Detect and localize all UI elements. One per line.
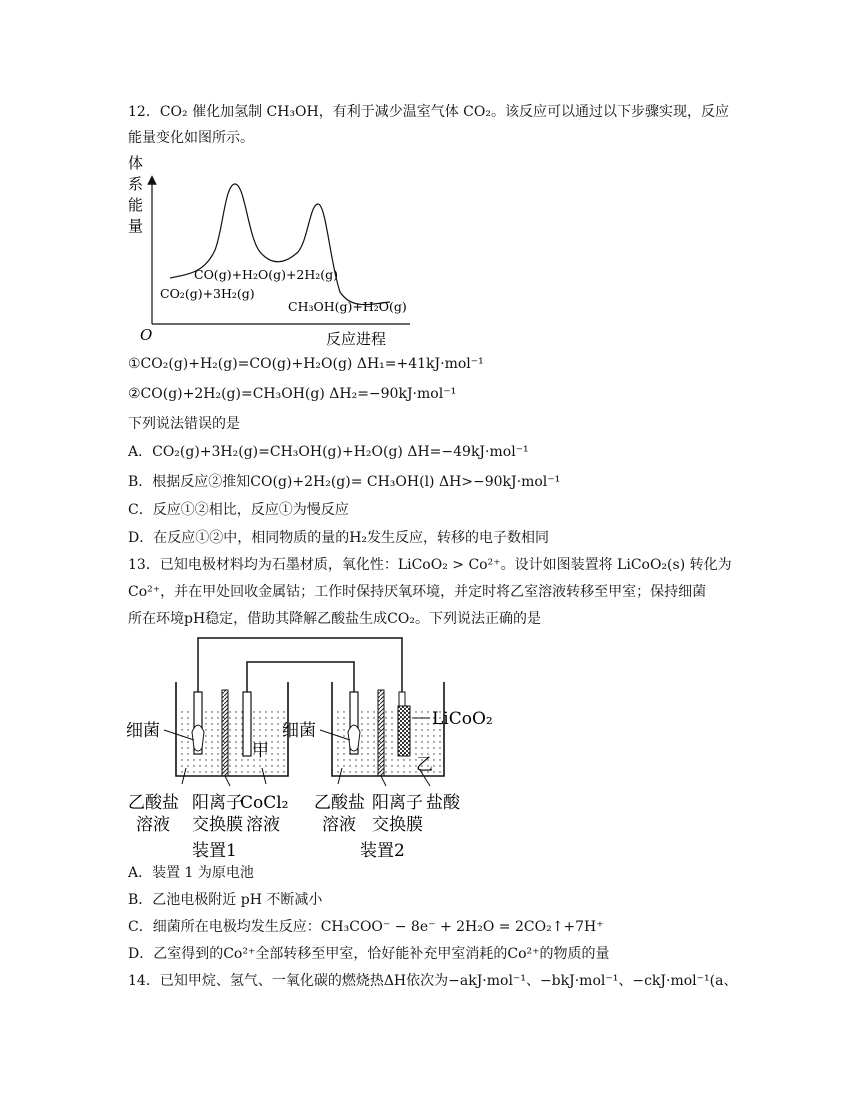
membrane2-label-b: 交换膜 bbox=[372, 815, 423, 835]
yi-label: 乙 bbox=[416, 755, 433, 775]
electrochemical-device bbox=[120, 632, 520, 862]
device1-label: 装置1 bbox=[192, 841, 237, 861]
device2-membrane bbox=[378, 690, 384, 776]
device2-wire-stub bbox=[399, 692, 405, 706]
licoo2-electrode bbox=[398, 706, 410, 756]
device1 bbox=[176, 682, 288, 776]
bacteria1-label: 细菌 bbox=[126, 721, 160, 741]
licoo2-label: LiCoO₂ bbox=[432, 709, 493, 729]
q14-line1: 14．已知甲烷、氢气、一氧化碳的燃烧热ΔH依次为−akJ·mol⁻¹、−bkJ·mol⁻¹、−ckJ·mol⁻¹(a、 bbox=[128, 973, 738, 989]
membrane2-label-a: 阳离子 bbox=[372, 793, 423, 813]
q13-optB: B．乙池电极附近 pH 不断减小 bbox=[128, 892, 323, 908]
q12-optA: A．CO₂(g)+3H₂(g)=CH₃OH(g)+H₂O(g) ΔH=−49kJ·mol⁻¹ bbox=[128, 444, 529, 460]
jia-label: 甲 bbox=[252, 741, 269, 761]
y-label-1: 体 bbox=[128, 154, 144, 172]
device2-bacteria bbox=[348, 725, 360, 751]
inner-wire bbox=[247, 662, 354, 692]
cocl2-label-b: 溶液 bbox=[246, 815, 280, 835]
acetate1-label-a: 乙酸盐 bbox=[128, 793, 179, 813]
acetate2-label-b: 溶液 bbox=[322, 815, 356, 835]
bacteria2-label: 细菌 bbox=[282, 721, 316, 741]
q12-optB: B．根据反应②推知CO(g)+2H₂(g)= CH₃OH(l) ΔH>−90kJ·mol⁻¹ bbox=[128, 474, 561, 490]
q13-optD: D．乙室得到的Co²⁺全部转移至甲室，恰好能补充甲室消耗的Co²⁺的物质的量 bbox=[128, 946, 610, 962]
q12-line1: 12．CO₂ 催化加氢制 CH₃OH，有利于减少温室气体 CO₂。该反应可以通过以下步骤实现，反应 bbox=[128, 104, 729, 120]
acetate1-label-b: 溶液 bbox=[136, 815, 170, 835]
q13-line3: 所在环境pH稳定，借助其降解乙酸盐生成CO₂。下列说法正确的是 bbox=[128, 611, 541, 627]
q13-optA: A．装置 1 为原电池 bbox=[128, 865, 254, 881]
q12-stem: 下列说法错误的是 bbox=[128, 416, 240, 432]
x-label: 反应进程 bbox=[326, 330, 387, 348]
q12-line2: 能量变化如图所示。 bbox=[128, 130, 254, 146]
hcl-label: 盐酸 bbox=[426, 793, 460, 813]
device2-label: 装置2 bbox=[360, 841, 405, 861]
y-label-3: 能 bbox=[128, 196, 144, 214]
device1-membrane bbox=[222, 690, 228, 776]
membrane1-label-b: 交换膜 bbox=[192, 815, 243, 835]
membrane1-label-a: 阳离子 bbox=[192, 793, 243, 813]
energy-diagram bbox=[120, 152, 410, 352]
q13-line2: Co²⁺，并在甲处回收金属钴；工作时保持厌氧环境，并定时将乙室溶液转移至甲室；保持细菌 bbox=[128, 584, 707, 600]
label-start: CO₂(g)+3H₂(g) bbox=[160, 286, 255, 301]
outer-wire bbox=[198, 638, 402, 692]
cocl2-label-a: CoCl₂ bbox=[240, 793, 289, 813]
label-mid: CO(g)+H₂O(g)+2H₂(g) bbox=[194, 267, 339, 282]
q12-eq2: ②CO(g)+2H₂(g)=CH₃OH(g) ΔH₂=−90kJ·mol⁻¹ bbox=[128, 386, 457, 402]
q12-optD: D．在反应①②中，相同物质的量的H₂发生反应，转移的电子数相同 bbox=[128, 530, 550, 546]
label-end: CH₃OH(g)+H₂O(g) bbox=[288, 299, 407, 314]
q13-optC: C．细菌所在电极均发生反应：CH₃COO⁻ − 8e⁻ + 2H₂O = 2CO₂↑+7H⁺ bbox=[128, 919, 604, 935]
q12-eq1: ①CO₂(g)+H₂(g)=CO(g)+H₂O(g) ΔH₁=+41kJ·mol⁻¹ bbox=[128, 356, 484, 372]
y-label-2: 系 bbox=[128, 175, 144, 193]
origin-label: O bbox=[140, 326, 153, 344]
q13-line1: 13．已知电极材料均为石墨材质，氧化性：LiCoO₂ > Co²⁺。设计如图装置将 LiCoO₂(s) 转化为 bbox=[128, 557, 732, 573]
acetate2-label-a: 乙酸盐 bbox=[314, 793, 365, 813]
q12-optC: C．反应①②相比，反应①为慢反应 bbox=[128, 502, 349, 518]
y-label-4: 量 bbox=[128, 217, 144, 235]
device1-bacteria bbox=[192, 725, 204, 751]
device1-jia-electrode bbox=[243, 692, 251, 756]
